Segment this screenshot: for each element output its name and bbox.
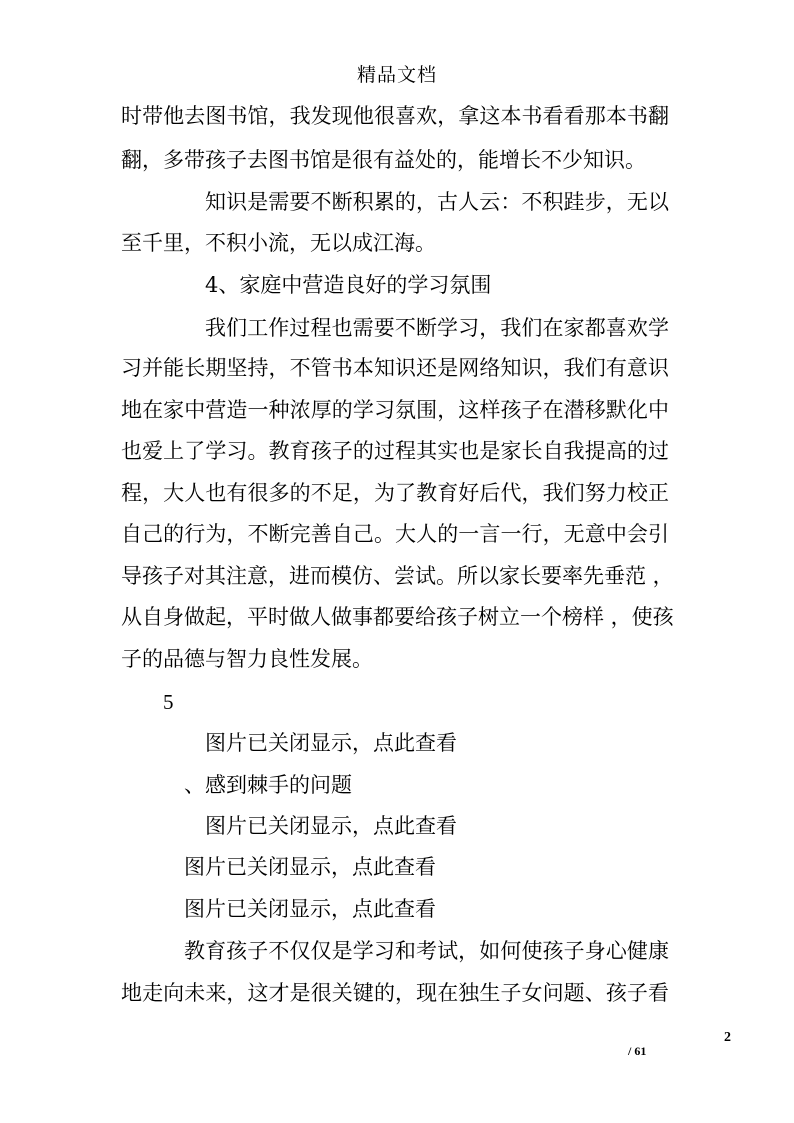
text-line: 习并能长期坚持，不管书本知识还是网络知识，我们有意识: [121, 356, 669, 380]
text-line: 翻，多带孩子去图书馆是很有益处的，能增长不少知识。: [121, 148, 646, 172]
section-heading: 、感到棘手的问题: [184, 773, 352, 797]
text-line: 导孩子对其注意，进而模仿、尝试。所以家长要率先垂范 ，: [121, 564, 674, 588]
image-placeholder-link[interactable]: 图片已关闭显示，点此查看: [205, 814, 457, 838]
text-line: 地走向未来，这才是很关键的，现在独生子女问题、孩子看: [121, 981, 669, 1005]
text-line: 子的品德与智力良性发展。: [121, 647, 373, 671]
page-number: 2: [724, 1030, 731, 1045]
page-total: / 61: [628, 1044, 647, 1058]
image-placeholder-link[interactable]: 图片已关闭显示，点此查看: [184, 897, 436, 921]
image-placeholder-link[interactable]: 图片已关闭显示，点此查看: [184, 855, 436, 879]
list-number: 5: [163, 690, 174, 714]
text-line: 地在家中营造一种浓厚的学习氛围，这样孩子在潜移默化中: [121, 398, 669, 422]
text-line: 自己的行为，不断完善自己。大人的一言一行，无意中会引: [121, 522, 669, 546]
text-line: 从自身做起，平时做人做事都要给孩子树立一个榜样 ，使孩: [121, 605, 674, 629]
paragraph-start: 教育孩子不仅仅是学习和考试，如何使孩子身心健康: [184, 939, 669, 963]
paragraph-start: 知识是需要不断积累的，古人云：不积跬步，无以: [205, 190, 669, 214]
text-line: 程，大人也有很多的不足，为了教育好后代，我们努力校正: [121, 481, 669, 505]
page-header-title: 精品文档: [356, 64, 437, 86]
paragraph-start: 我们工作过程也需要不断学习，我们在家都喜欢学: [205, 316, 669, 340]
text-line: 时带他去图书馆，我发现他很喜欢，拿这本书看看那本书翻: [121, 104, 669, 128]
image-placeholder-link[interactable]: 图片已关闭显示，点此查看: [205, 731, 457, 755]
section-heading: 4、家庭中营造良好的学习氛围: [205, 273, 492, 297]
text-line: 至千里，不积小流，无以成江海。: [121, 231, 436, 255]
text-line: 也爱上了学习。教育孩子的过程其实也是家长自我提高的过: [121, 439, 669, 463]
